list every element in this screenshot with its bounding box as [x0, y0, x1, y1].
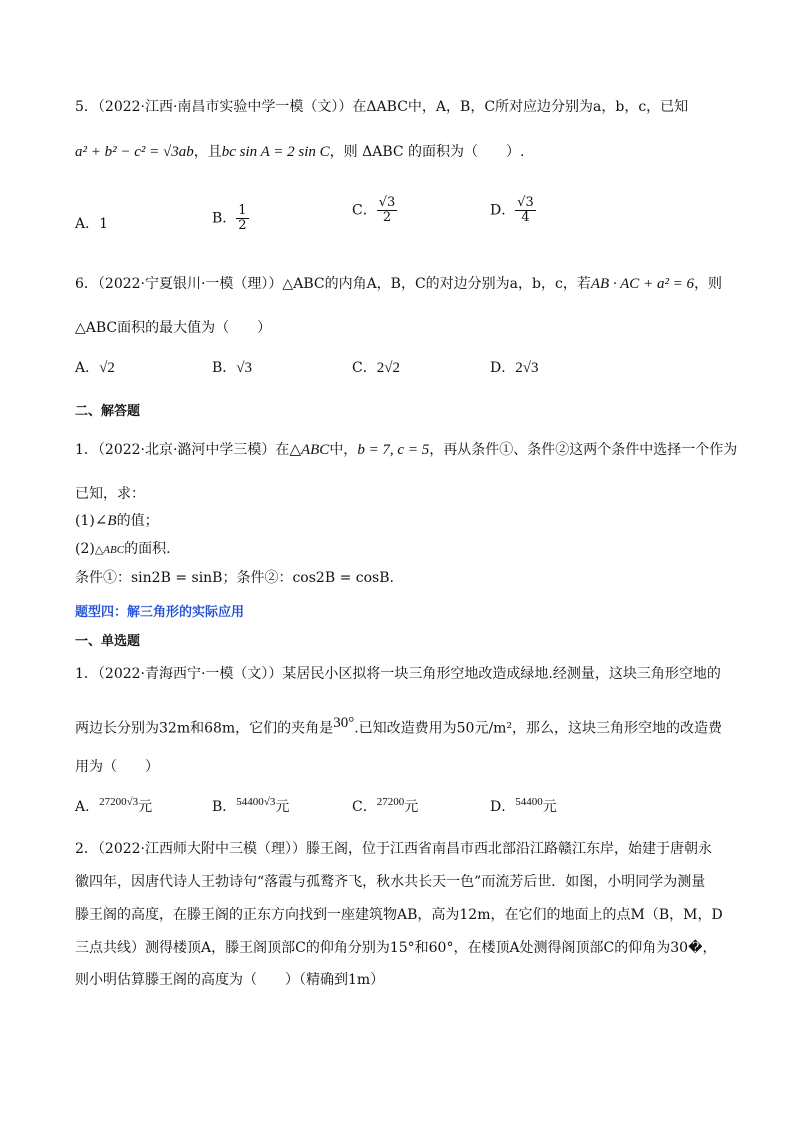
p2-line1: 2．（2022·江西师大附中三模（理））滕王阁，位于江西省南昌市西北部沿江路赣江东岸，始建于唐朝永	[75, 841, 712, 857]
q5-conjunction: ，且	[193, 144, 222, 160]
s1-triangle: △ABC	[289, 442, 330, 458]
s1-angle-b: ∠B	[94, 513, 117, 529]
part-text: 的面积.	[124, 541, 171, 557]
s1-triangle-2: △ABC	[94, 544, 125, 556]
q6-option-b	[212, 357, 252, 377]
p1-option-a-unit: 元	[138, 799, 153, 815]
section-heading-answer: 二、解答题	[75, 404, 141, 419]
s1-stem: 1．（2022·北京·潞河中学三模）在	[75, 442, 290, 458]
p1-option-b-value: 54400√3	[236, 796, 276, 808]
fraction-denominator: 2	[238, 218, 247, 233]
q5-option-b	[212, 204, 249, 233]
part-number: (2)	[75, 541, 95, 557]
fraction-numerator: √3	[517, 195, 534, 210]
q6-option-c	[352, 357, 400, 377]
p1-option-d-value: 54400	[515, 796, 543, 808]
q5-option-d	[490, 196, 536, 225]
q6-stem-end: ，则	[694, 276, 723, 292]
p1-option-a-label: A．	[75, 799, 100, 815]
q6-option-c-label: C．	[352, 360, 377, 376]
q6-line2: △ABC面积的最大值为（ ）	[75, 320, 272, 336]
p2-line2: 徽四年，因唐代诗人王勃诗句“落霞与孤鹜齐飞，秋水共长天一色”而流芳后世．如图，小明同学为测量	[75, 874, 706, 890]
q5-option-c	[352, 196, 397, 225]
part-text: 的值；	[116, 513, 159, 529]
fraction-numerator: 1	[238, 203, 247, 218]
q5-equation-1: a² + b² − c² = √3ab	[75, 144, 194, 160]
p1-line1: 1．（2022·青海西宁·一模（文））某居民小区拟将一块三角形空地改造成绿地.经测量，这块三角形空地的	[75, 666, 721, 682]
q6-stem: 6．（2022·宁夏银川·一模（理））△ABC的内角A，B，C的对边分别为a，b，c，若	[75, 276, 591, 292]
type4-heading: 题型四：解三角形的实际应用	[75, 605, 245, 620]
s1-stem-end: ，再从条件①、条件②这两个条件中选择一个作为	[429, 442, 738, 458]
p1-line2	[75, 713, 722, 739]
q5-option-d-label: D．	[490, 202, 516, 219]
q5-option-c-fraction	[377, 196, 398, 225]
q6-option-a	[75, 357, 115, 377]
fraction-numerator: √3	[378, 195, 396, 210]
p1-option-d-unit: 元	[542, 799, 557, 815]
p1-option-b-unit: 元	[275, 799, 290, 815]
q6-option-a-value: √2	[99, 360, 115, 376]
p2-line5: 则小明估算滕王阁的高度为（ ）（精确到1m）	[75, 972, 385, 988]
q6-equation: AB · AC + a² = 6	[590, 276, 695, 292]
p1-option-c-value: 27200	[376, 796, 405, 808]
p1-angle: 30°	[333, 715, 355, 731]
q6-option-d-value: 2√3	[515, 360, 539, 376]
p1-line3: 用为（ ）	[75, 759, 159, 775]
p1-option-b	[212, 796, 289, 816]
s1-condition: b = 7, c = 5	[357, 442, 430, 458]
q6-option-c-value: 2√2	[376, 360, 400, 376]
q6-option-d-label: D．	[490, 360, 516, 376]
p1-option-c-unit: 元	[404, 799, 419, 815]
s1-conditions: 条件①：sin2B = sinB；条件②：cos2B = cosB.	[75, 570, 394, 586]
p2-line4: 三点共线）测得楼顶A，滕王阁顶部C的仰角分别为15°和60°，在楼顶A处测得阁顶部C的仰角为30�，	[75, 940, 717, 956]
q5-line2	[75, 142, 525, 162]
s1-part2	[75, 539, 171, 560]
q5-option-b-label: B．	[212, 210, 237, 227]
p1-option-c-label: C．	[352, 799, 377, 815]
q5-option-d-fraction	[515, 196, 536, 225]
part-number: (1)	[75, 513, 95, 529]
s1-part1	[75, 511, 159, 531]
p1-option-b-label: B．	[212, 799, 237, 815]
q5-question: ，则 ΔABC 的面积为（ ）.	[329, 144, 525, 160]
q6-option-a-label: A．	[75, 360, 100, 376]
p1-stem: 两边长分别为32m和68m，它们的夹角是	[75, 720, 334, 737]
fraction-denominator: 2	[382, 210, 392, 225]
p1-option-a	[75, 796, 152, 816]
q6-option-b-value: √3	[236, 360, 253, 376]
s1-mid: 中，	[329, 442, 358, 458]
q5-option-a: A．1	[75, 216, 109, 232]
p1-option-c	[352, 796, 418, 816]
s1-line1	[75, 440, 737, 460]
q6-option-b-label: B．	[212, 360, 237, 376]
q6-line1	[75, 274, 722, 294]
p1-option-a-value: 27200√3	[99, 796, 139, 808]
p1-stem-end: .已知改造费用为50元/m²，那么，这块三角形空地的改造费	[354, 720, 723, 737]
q5-option-c-label: C．	[352, 202, 377, 219]
q6-option-d	[490, 357, 538, 377]
s1-line2: 已知，求：	[75, 486, 145, 502]
p1-option-d	[490, 796, 557, 816]
q5-line1: 5．（2022·江西·南昌市实验中学一模（文））在ΔABC中，A，B，C所对应边分别为a，b，c，已知	[75, 99, 689, 115]
fraction-denominator: 4	[521, 210, 530, 225]
q5-equation-2: bc sin A = 2 sin C	[221, 144, 330, 160]
section-heading-single-choice: 一、单选题	[75, 634, 141, 649]
p2-line3: 滕王阁的高度，在滕王阁的正东方向找到一座建筑物AB，高为12m，在它们的地面上的点M（B，M，D	[75, 907, 723, 923]
p1-option-d-label: D．	[490, 799, 516, 815]
q5-option-b-fraction	[236, 204, 248, 233]
